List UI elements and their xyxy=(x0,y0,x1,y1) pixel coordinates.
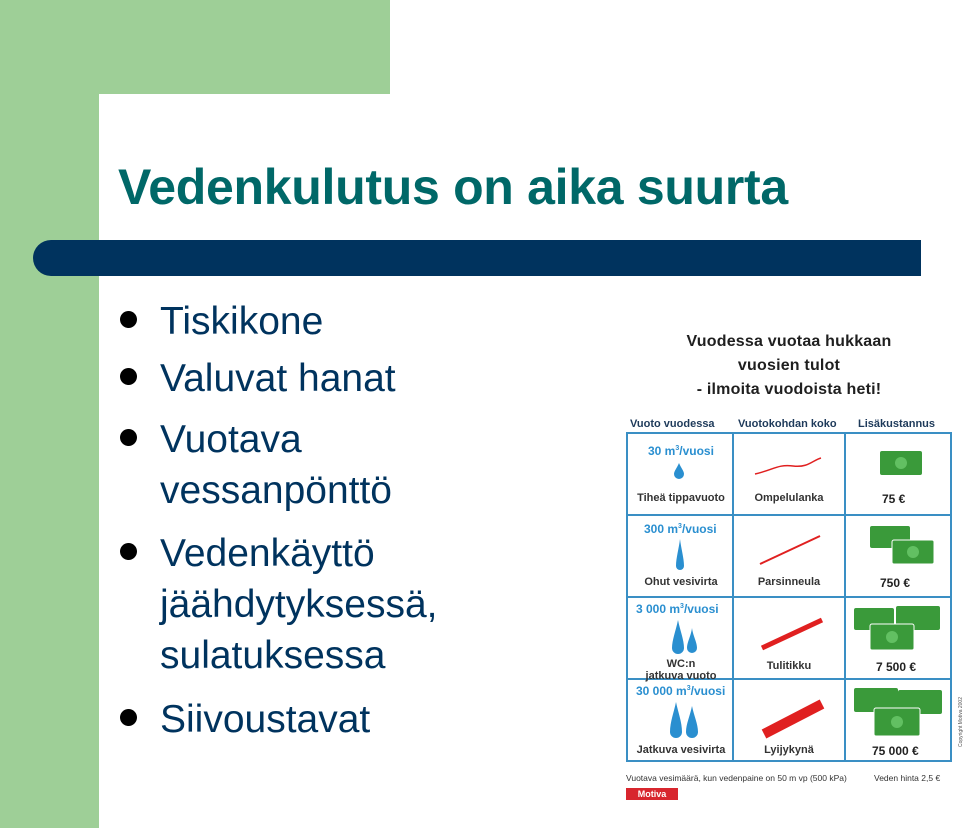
bullet-item xyxy=(118,414,392,516)
matchstick-icon xyxy=(758,614,826,654)
leak-rate: 300 $m^3$/vuosi xyxy=(644,522,717,536)
poster-heading: - ilmoita vuodoista heti! xyxy=(696,381,882,398)
green-side-strip xyxy=(0,0,99,828)
extra-cost: 75 000 € xyxy=(872,744,919,758)
extra-cost: 750 € xyxy=(880,576,911,590)
extra-cost: 75 € xyxy=(882,492,906,506)
bullet-text: Vuotava xyxy=(160,418,302,461)
money-stack-icon xyxy=(868,522,938,570)
leak-size: Ompelulanka xyxy=(754,492,824,504)
water-stream-icon xyxy=(672,538,688,574)
leak-size: Parsinneula xyxy=(757,576,821,588)
bullet-item xyxy=(118,694,370,745)
bullet-text: jäähdytyksessä, xyxy=(160,583,438,626)
bullet-item xyxy=(118,353,396,404)
leak-size: Lyijykynä xyxy=(764,744,814,756)
water-flow-icon xyxy=(668,618,702,658)
bullet-item xyxy=(118,528,437,681)
column-header: Vuoto vuodessa xyxy=(630,418,715,430)
bullet-text: Vedenkäyttö xyxy=(160,532,375,575)
leak-type: Ohut vesivirta xyxy=(644,576,718,588)
leak-type: Tiheä tippavuoto xyxy=(637,492,725,504)
water-gush-icon xyxy=(666,700,706,744)
title-underline-bar xyxy=(33,240,921,276)
water-price-note: Veden hinta 2,5 € xyxy=(874,773,941,783)
leak-size: Tulitikku xyxy=(766,660,812,672)
leak-rate: 30 000 $m^3$/vuosi xyxy=(636,684,726,698)
row-divider xyxy=(628,596,950,598)
column-header: Lisäkustannus xyxy=(858,418,936,430)
column-header: Vuotokohdan koko xyxy=(738,418,837,430)
bullet-text: Tiskikone xyxy=(160,300,324,343)
row-divider xyxy=(628,514,950,516)
leak-table xyxy=(626,418,952,762)
bullet-text: Siivoustavat xyxy=(160,698,371,741)
bullet-dot-icon xyxy=(120,709,137,726)
needle-icon xyxy=(756,532,824,568)
thread-icon xyxy=(753,454,823,478)
bullet-text: vessanpönttö xyxy=(160,469,393,512)
bullet-dot-icon xyxy=(120,311,137,328)
extra-cost: 7 500 € xyxy=(876,660,917,674)
leak-type: Jatkuva vesivirta xyxy=(636,744,726,756)
money-icon xyxy=(878,448,924,478)
bullet-text: sulatuksessa xyxy=(160,634,386,677)
motiva-logo: Motiva xyxy=(626,788,678,800)
poster-heading: Vuodessa vuotaa hukkaan xyxy=(686,333,892,350)
bullet-dot-icon xyxy=(120,368,137,385)
pencil-icon xyxy=(758,696,828,740)
bullet-dot-icon xyxy=(120,543,137,560)
money-pile-icon xyxy=(850,684,950,742)
leak-cost-poster xyxy=(618,327,964,807)
bullet-dot-icon xyxy=(120,429,137,446)
copyright-note: Copyright Motiva 2002 xyxy=(958,697,964,748)
bullet-item xyxy=(118,296,323,347)
bullet-text: Valuvat hanat xyxy=(160,357,396,400)
water-drop-icon xyxy=(672,462,686,480)
poster-heading: vuosien tulot xyxy=(737,357,841,374)
leak-rate: 30 $m^3$/vuosi xyxy=(648,444,714,458)
leak-rate: 3 000 $m^3$/vuosi xyxy=(636,602,719,616)
leak-type: WC:n jatkuva vuoto xyxy=(645,658,717,682)
money-pile-icon xyxy=(850,602,950,658)
poster-footnote: Vuotava vesimäärä, kun vedenpaine on 50 m vp (500 kPa) xyxy=(626,773,847,783)
slide-title: Vedenkulutus on aika suurta xyxy=(118,159,788,215)
